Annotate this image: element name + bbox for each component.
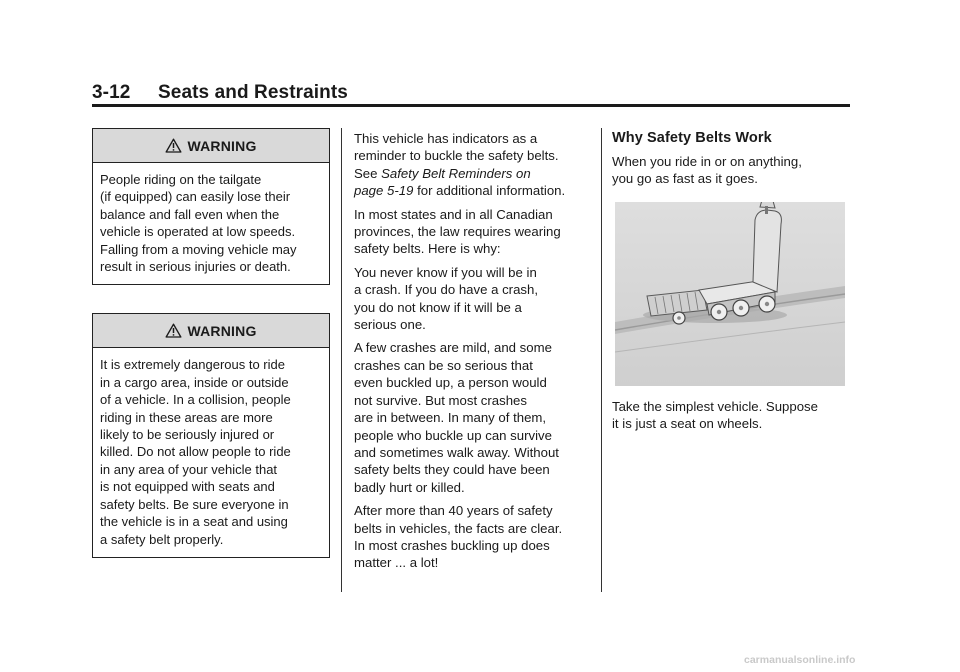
header-rule <box>92 104 850 107</box>
page-number: 3-12 <box>92 82 131 103</box>
column-1 <box>92 128 330 558</box>
text-line: a safety belt properly. <box>100 531 224 547</box>
text-line: you do not know if it will be a <box>354 299 522 315</box>
warning-box-cargo <box>92 313 330 557</box>
text-line: In most crashes buckling up does <box>354 537 550 553</box>
text-line: people who buckle up can survive <box>354 427 552 443</box>
text-line: safety belts they could have been <box>354 462 550 478</box>
text-line: killed. Do not allow people to ride <box>100 444 291 460</box>
text-line: It is extremely dangerous to ride <box>100 357 285 373</box>
text-line: A few crashes are mild, and some <box>354 340 552 356</box>
warning-body <box>93 163 329 284</box>
text-line: a crash. If you do have a crash, <box>354 282 538 298</box>
warning-header <box>93 129 329 163</box>
text-line: in any area of your vehicle that <box>100 461 278 477</box>
text-line: vehicle is operated at low speeds. <box>100 224 296 240</box>
paragraph-facts <box>354 502 590 572</box>
text-line: result in serious injuries or death. <box>100 259 291 275</box>
text-line: Take the simplest vehicle. Suppose <box>612 398 818 414</box>
page-header <box>92 82 850 104</box>
seat-on-wheels-illustration <box>615 202 845 386</box>
text-line: When you ride in or on anything, <box>612 154 802 169</box>
paragraph-law <box>354 206 590 258</box>
text-line: for additional information. <box>413 183 566 199</box>
text-line: serious one. <box>354 317 426 333</box>
text-line: it is just a seat on wheels. <box>612 416 763 432</box>
watermark: carmanualsonline.info <box>744 654 856 666</box>
paragraph-ride <box>612 153 850 188</box>
text-line: of a vehicle. In a collision, people <box>100 392 291 408</box>
text-line: safety belts. Be sure everyone in <box>100 496 289 512</box>
text-line: (if equipped) can easily lose their <box>100 189 291 205</box>
text-line: you go as fast as it goes. <box>612 171 758 187</box>
cross-reference-page-link[interactable]: page 5-19 <box>354 183 414 199</box>
text-line: belts in vehicles, the facts are clear. <box>354 520 563 536</box>
paragraph-simplest-vehicle <box>612 398 850 433</box>
text-line: badly hurt or killed. <box>354 479 465 495</box>
warning-triangle-icon <box>165 323 182 338</box>
column-2 <box>354 130 590 578</box>
text-line: People riding on the tailgate <box>100 172 262 187</box>
warning-box-tailgate <box>92 128 330 285</box>
paragraph-crash-severity <box>354 339 590 496</box>
section-heading: Why Safety Belts Work <box>612 130 772 146</box>
cross-reference-link[interactable]: Safety Belt Reminders on <box>381 165 531 181</box>
text-line: After more than 40 years of safety <box>354 503 553 519</box>
warning-triangle-icon <box>165 138 182 153</box>
text-line: provinces, the law requires wearing <box>354 224 561 240</box>
header-text <box>92 82 850 104</box>
text-line: likely to be seriously injured or <box>100 427 275 443</box>
text-line: even buckled up, a person would <box>354 375 547 391</box>
column-3 <box>612 129 850 439</box>
text-line: riding in these areas are more <box>100 409 273 425</box>
text-line: is not equipped with seats and <box>100 479 275 495</box>
text-line: are in between. In many of them, <box>354 410 547 426</box>
text-line: not survive. But most crashes <box>354 392 527 408</box>
section-title: Seats and Restraints <box>158 82 348 103</box>
text-line: You never know if you will be in <box>354 264 537 280</box>
text-line: and sometimes walk away. Without <box>354 444 559 460</box>
text-line: crashes can be so serious that <box>354 357 533 373</box>
text-line: balance and fall even when the <box>100 206 280 222</box>
paragraph-indicators <box>354 130 590 200</box>
warning-title: WARNING <box>187 322 257 339</box>
warning-title: WARNING <box>187 137 257 154</box>
text-line: See <box>354 165 382 181</box>
text-line: safety belts. Here is why: <box>354 241 501 257</box>
warning-header <box>93 314 329 348</box>
text-line: Falling from a moving vehicle may <box>100 241 297 257</box>
column-divider-2 <box>601 128 602 592</box>
text-line: In most states and in all Canadian <box>354 206 553 222</box>
column-divider-1 <box>341 128 342 592</box>
text-line: This vehicle has indicators as a <box>354 131 538 146</box>
text-line: matter ... a lot! <box>354 555 439 571</box>
text-line: the vehicle is in a seat and using <box>100 514 288 530</box>
paragraph-crash <box>354 264 590 334</box>
text-line: reminder to buckle the safety belts. <box>354 148 559 164</box>
text-line: in a cargo area, inside or outside <box>100 374 289 390</box>
warning-body <box>93 348 329 556</box>
